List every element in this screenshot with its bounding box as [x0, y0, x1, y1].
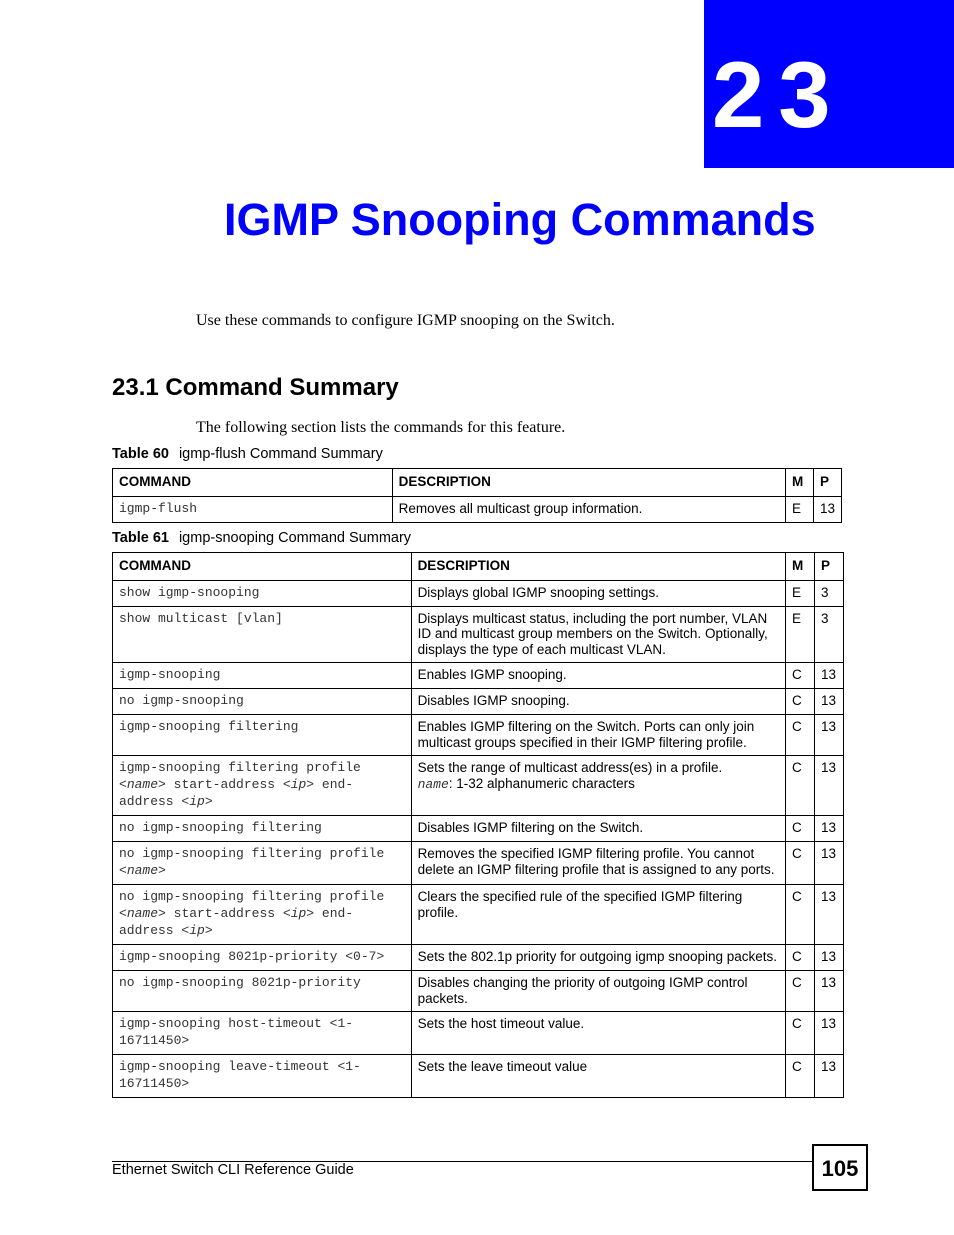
privilege-cell: 3 — [814, 580, 843, 606]
command-cell: no igmp-snooping 8021p-priority — [113, 971, 412, 1012]
description-cell: Disables IGMP filtering on the Switch. — [411, 816, 785, 842]
description-cell: Sets the host timeout value. — [411, 1012, 785, 1055]
table-row — [113, 971, 844, 1012]
description-cell: Disables changing the priority of outgoing IGMP control packets. — [411, 971, 785, 1012]
table-row — [113, 945, 844, 971]
column-header: COMMAND — [113, 553, 412, 581]
section-heading: 23.1 Command Summary — [112, 374, 399, 401]
chapter-number: 23 — [712, 42, 845, 147]
table-60 — [112, 468, 842, 523]
footer-title: Ethernet Switch CLI Reference Guide — [112, 1162, 354, 1178]
mode-cell: E — [786, 580, 815, 606]
privilege-cell: 13 — [814, 945, 843, 971]
privilege-cell: 13 — [814, 885, 843, 945]
table-60-caption — [112, 446, 383, 462]
description-cell: Sets the leave timeout value — [411, 1055, 785, 1098]
privilege-cell: 13 — [814, 663, 843, 689]
privilege-cell: 13 — [813, 496, 841, 522]
mode-cell: C — [786, 842, 815, 885]
mode-cell: E — [786, 606, 815, 663]
table-row — [113, 715, 844, 756]
command-cell: show igmp-snooping — [113, 580, 412, 606]
description-cell: Sets the range of multicast address(es) in a profile. name: 1-32 alphanumeric characters — [411, 756, 785, 816]
privilege-cell: 13 — [814, 1055, 843, 1098]
privilege-cell: 13 — [814, 842, 843, 885]
table-row — [113, 689, 844, 715]
mode-cell: C — [786, 945, 815, 971]
description-cell: Clears the specified rule of the specified IGMP filtering profile. — [411, 885, 785, 945]
table-61-label: Table 61 — [112, 530, 169, 546]
mode-cell: C — [786, 1012, 815, 1055]
privilege-cell: 13 — [814, 1012, 843, 1055]
column-header: DESCRIPTION — [392, 469, 785, 497]
mode-cell: C — [786, 1055, 815, 1098]
description-cell: Disables IGMP snooping. — [411, 689, 785, 715]
mode-cell: C — [786, 689, 815, 715]
column-header: M — [785, 469, 813, 497]
privilege-cell: 13 — [814, 689, 843, 715]
table-60-label: Table 60 — [112, 446, 169, 462]
command-cell: igmp-snooping — [113, 663, 412, 689]
table-60-caption-text: igmp-flush Command Summary — [178, 446, 383, 462]
description-cell: Displays global IGMP snooping settings. — [411, 580, 785, 606]
command-cell: igmp-snooping filtering profile <name> start-address <ip> end-address <ip> — [113, 756, 412, 816]
mode-cell: E — [785, 496, 813, 522]
page-number: 105 — [812, 1144, 868, 1191]
privilege-cell: 13 — [814, 756, 843, 816]
command-cell: show multicast [vlan] — [113, 606, 412, 663]
chapter-title: IGMP Snooping Commands — [224, 194, 816, 245]
table-row — [113, 580, 844, 606]
chapter-intro: Use these commands to configure IGMP snooping on the Switch. — [196, 312, 615, 329]
mode-cell: C — [786, 885, 815, 945]
command-cell: igmp-snooping filtering — [113, 715, 412, 756]
description-cell: Enables IGMP filtering on the Switch. Ports can only join multicast groups specified in their IGMP filtering profile. — [411, 715, 785, 756]
description-cell: Enables IGMP snooping. — [411, 663, 785, 689]
privilege-cell: 13 — [814, 971, 843, 1012]
description-cell: Displays multicast status, including the port number, VLAN ID and multicast group members on the Switch. Optionally, displays the type of each multicast VLAN. — [411, 606, 785, 663]
privilege-cell: 13 — [814, 715, 843, 756]
column-header: P — [813, 469, 841, 497]
description-cell: Removes the specified IGMP filtering profile. You cannot delete an IGMP filtering profile that is assigned to any ports. — [411, 842, 785, 885]
command-cell: no igmp-snooping filtering profile <name> start-address <ip> end-address <ip> — [113, 885, 412, 945]
command-cell: no igmp-snooping filtering — [113, 816, 412, 842]
privilege-cell: 13 — [814, 816, 843, 842]
table-row — [113, 1055, 844, 1098]
mode-cell: C — [786, 756, 815, 816]
column-header: COMMAND — [113, 469, 393, 497]
section-intro: The following section lists the commands for this feature. — [196, 419, 566, 436]
table-61-caption — [112, 530, 411, 546]
command-cell: no igmp-snooping — [113, 689, 412, 715]
table-61-body — [113, 580, 844, 1098]
table-row — [113, 756, 844, 816]
table-61-caption-text: igmp-snooping Command Summary — [178, 530, 412, 546]
command-cell: igmp-flush — [113, 496, 393, 522]
column-header: M — [786, 553, 815, 581]
column-header: DESCRIPTION — [411, 553, 785, 581]
mode-cell: C — [786, 816, 815, 842]
mode-cell: C — [786, 663, 815, 689]
description-cell: Sets the 802.1p priority for outgoing igmp snooping packets. — [411, 945, 785, 971]
table-header-row — [113, 469, 842, 497]
mode-cell: C — [786, 715, 815, 756]
table-row — [113, 663, 844, 689]
table-row — [113, 496, 842, 522]
table-row — [113, 606, 844, 663]
table-header-row — [113, 553, 844, 581]
privilege-cell: 3 — [814, 606, 843, 663]
table-61 — [112, 552, 844, 1098]
table-row — [113, 885, 844, 945]
description-note-term: name — [417, 776, 449, 792]
table-row — [113, 842, 844, 885]
column-header: P — [814, 553, 843, 581]
command-cell: igmp-snooping host-timeout <1-16711450> — [113, 1012, 412, 1055]
command-cell: no igmp-snooping filtering profile <name> — [113, 842, 412, 885]
mode-cell: C — [786, 971, 815, 1012]
command-cell: igmp-snooping leave-timeout <1-16711450> — [113, 1055, 412, 1098]
command-cell: igmp-snooping 8021p-priority <0-7> — [113, 945, 412, 971]
table-row — [113, 816, 844, 842]
description-cell: Removes all multicast group information. — [392, 496, 785, 522]
table-row — [113, 1012, 844, 1055]
